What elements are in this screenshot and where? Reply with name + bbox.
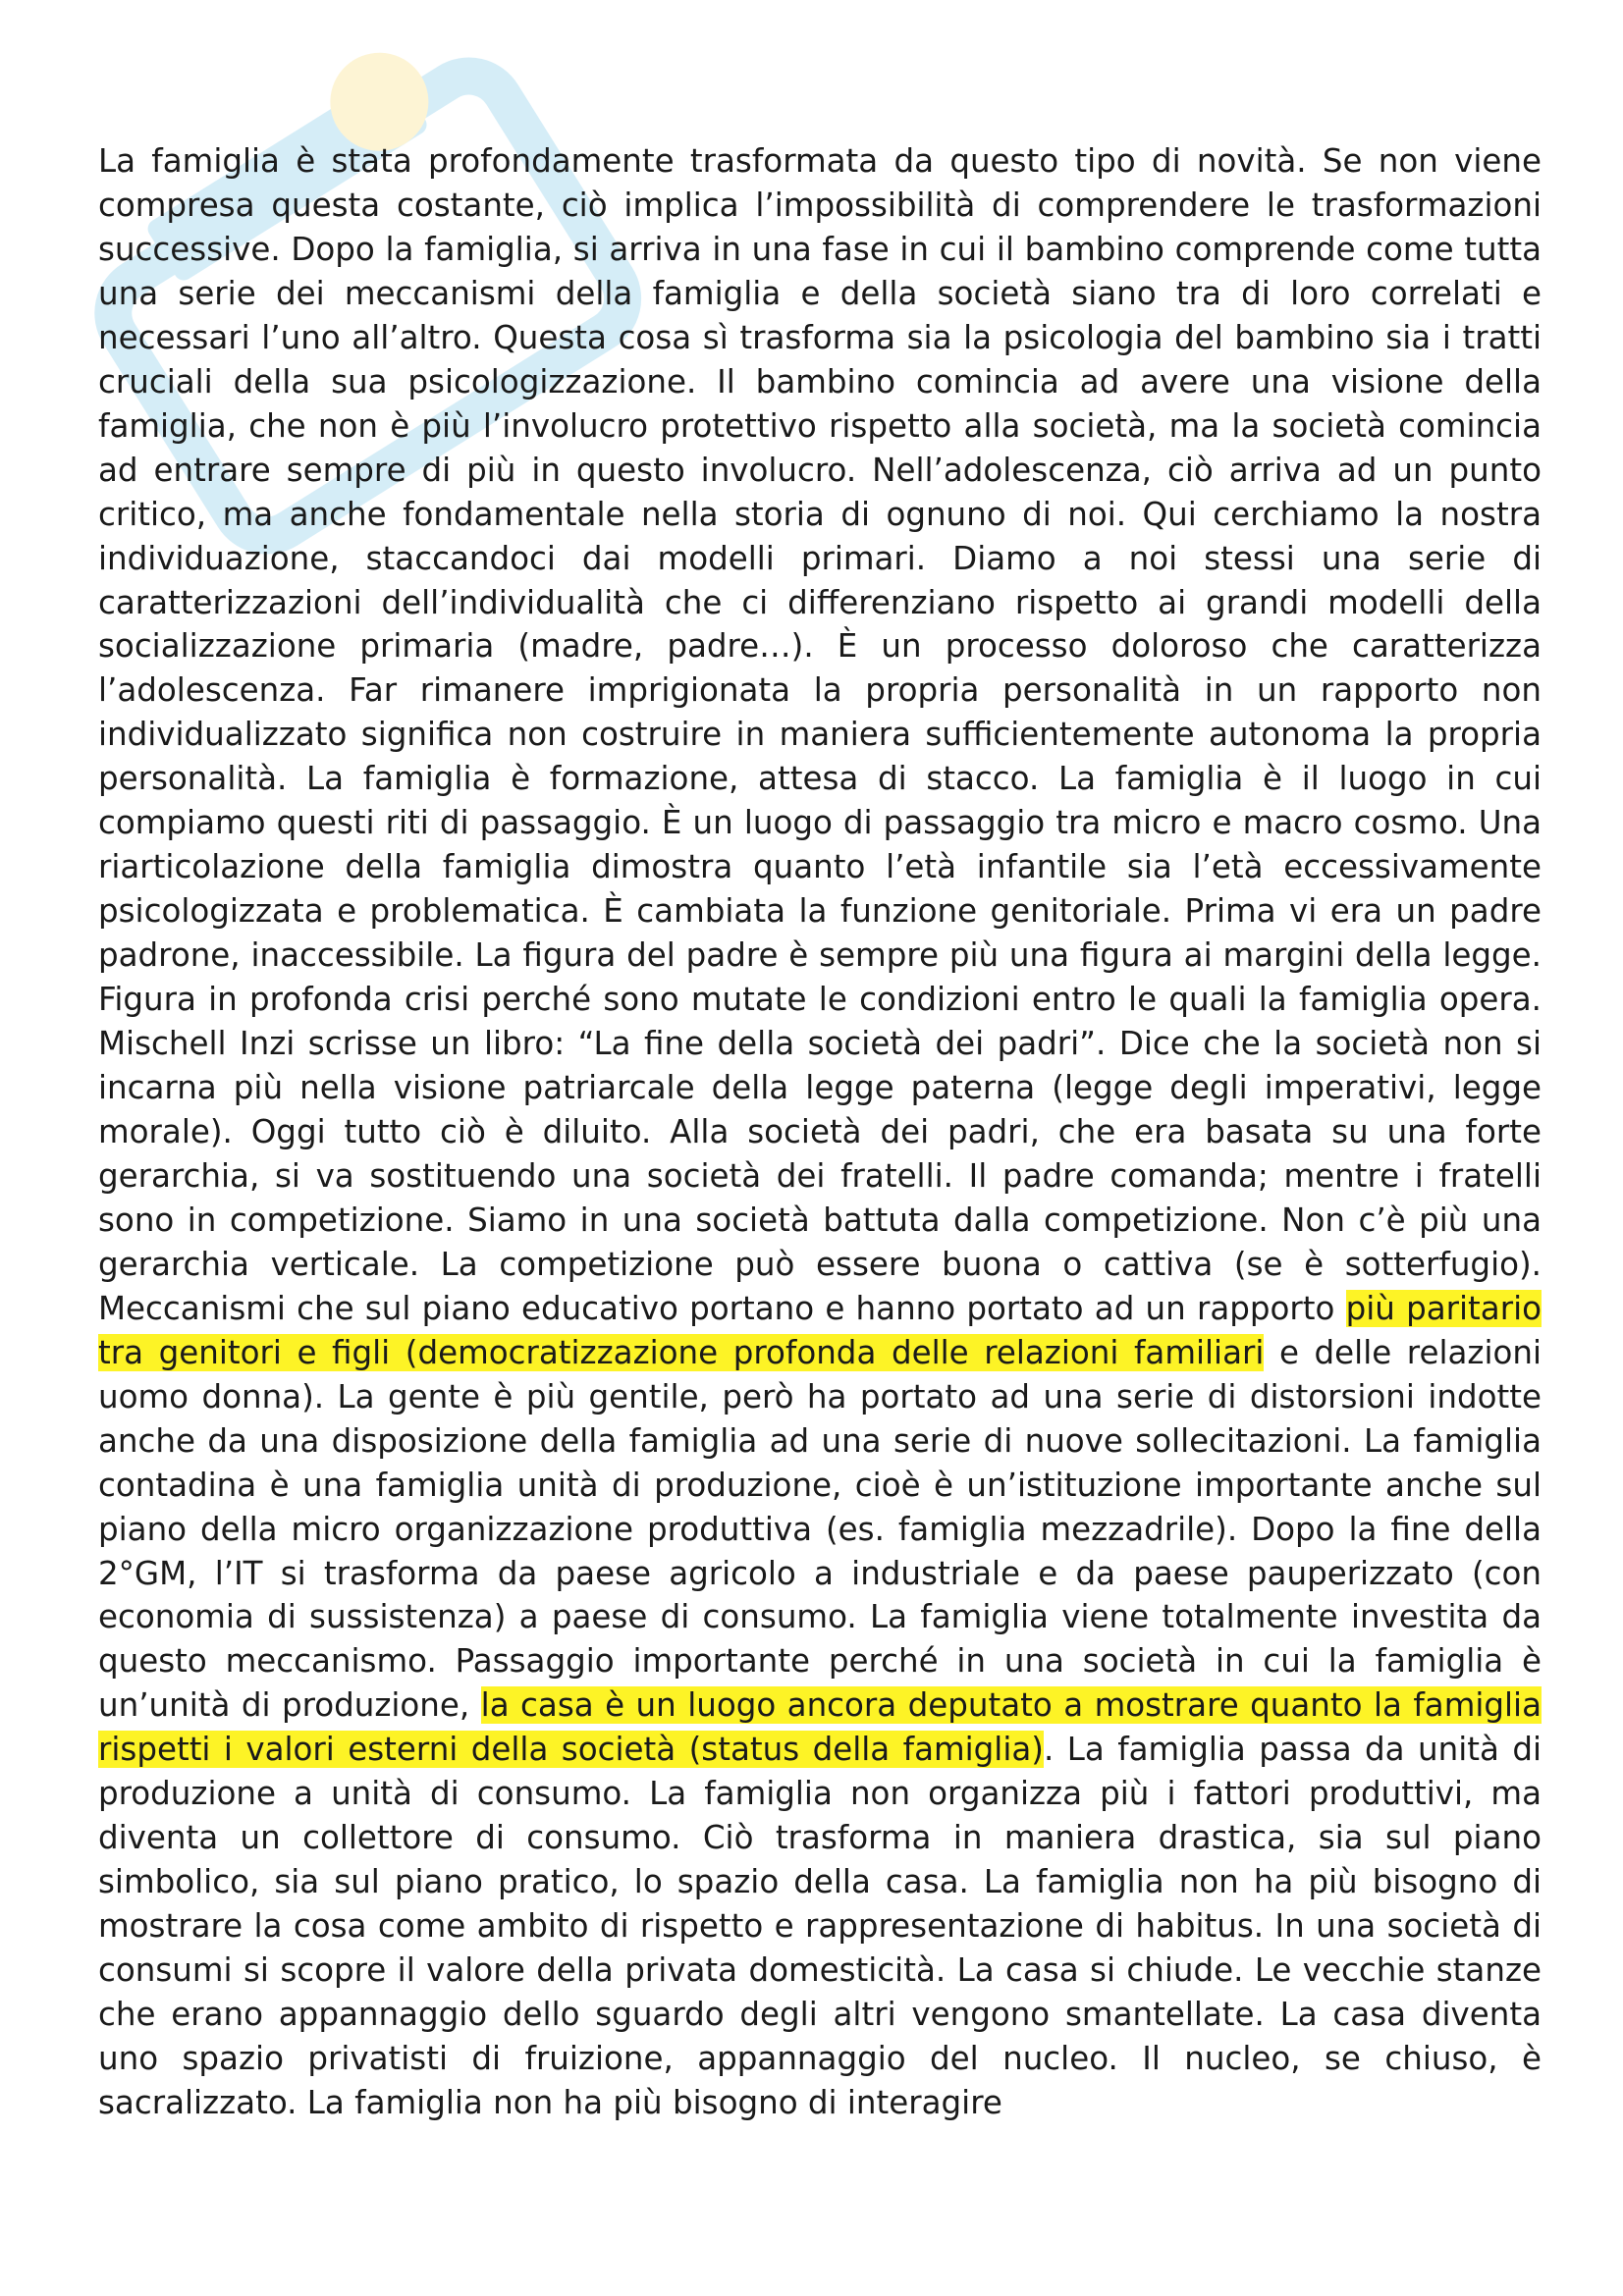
highlighted-text: più paritario tra genitori e figli (democratizzazione profonda delle relazioni familiari bbox=[98, 1289, 1542, 1371]
body-text bbox=[98, 139, 1542, 2125]
text-segment: e delle relazioni uomo donna). La gente è più gentile, però ha portato ad una serie di distorsioni indotte anche da una disposizione della famiglia ad una serie di nuove sollecitazioni. La famiglia contadina è una famiglia unità di produzione, cioè è un’istituzione importante anche sul piano della micro organizzazione produttiva (es. famiglia mezzadrile). Dopo la fine della 2°GM, l’IT si trasforma da paese agricolo a industriale e da paese pauperizzato (con economia di sussistenza) a paese di consumo. La famiglia viene totalmente investita da questo meccanismo. Passaggio importante perché in una società in cui la famiglia è un’unità di produzione, bbox=[98, 1333, 1542, 1725]
highlighted-text: la casa è un luogo ancora deputato a mostrare quanto la famiglia rispetti i valori esterni della società (status della famiglia) bbox=[98, 1686, 1542, 1769]
text-segment: . La famiglia passa da unità di produzione a unità di consumo. La famiglia non organizza più i fattori produttivi, ma diventa un collettore di consumo. Ciò trasforma in maniera drastica, sia sul piano simbolico, sia sul piano pratico, lo spazio della casa. La famiglia non ha più bisogno di mostrare la cosa come ambito di rispetto e rappresentazione di habitus. In una società di consumi si scopre il valore della privata domesticità. La casa si chiude. Le vecchie stanze che erano appannaggio dello sguardo degli altri vengono smantellate. La casa diventa uno spazio privatisti di fruizione, appannaggio del nucleo. Il nucleo, se chiuso, è sacralizzato. La famiglia non ha più bisogno di interagire bbox=[98, 1731, 1542, 2121]
text-segment: La famiglia è stata profondamente trasformata da questo tipo di novità. Se non viene compresa questa costante, ciò implica l’impossibilità di comprendere le trasformazioni successive. Dopo la famiglia, si arriva in una fase in cui il bambino comprende come tutta una serie dei meccanismi della famiglia e della società siano tra di loro correlati e necessari l’uno all’altro. Questa cosa sì trasforma sia la psicologia del bambino sia i tratti cruciali della sua psicologizzazione. Il bambino comincia ad avere una visione della famiglia, che non è più l’involucro protettivo rispetto alla società, ma la società comincia ad entrare sempre di più in questo involucro. Nell’adolescenza, ciò arriva ad un punto critico, ma anche fondamentale nella storia di ognuno di noi. Qui cerchiamo la nostra individuazione, staccandoci dai modelli primari. Diamo a noi stessi una serie di caratterizzazioni dell’individualità che ci differenziano rispetto ai grandi modelli della socializzazione primaria (madre, padre…). È un processo doloroso che caratterizza l’adolescenza. Far rimanere imprigionata la propria personalità in un rapporto non individualizzato significa non costruire in maniera sufficientemente autonoma la propria personalità. La famiglia è formazione, attesa di stacco. La famiglia è il luogo in cui compiamo questi riti di passaggio. È un luogo di passaggio tra micro e macro cosmo. Una riarticolazione della famiglia dimostra quanto l’età infantile sia l’età eccessivamente psicologizzata e problematica. È cambiata la funzione genitoriale. Prima vi era un padre padrone, inaccessibile. La figura del padre è sempre più una figura ai margini della legge. Figura in profonda crisi perché sono mutate le condizioni entro le quali la famiglia opera. Mischell Inzi scrisse un libro: “La fine della società dei padri”. Dice che la società non si incarna più nella visione patriarcale della legge paterna (legge degli imperativi, legge morale). Oggi tutto ciò è diluito. Alla società dei padri, che era basata su una forte gerarchia, si va sostituendo una società dei fratelli. Il padre comanda; mentre i fratelli sono in competizione. Siamo in una società battuta dalla competizione. Non c’è più una gerarchia verticale. La competizione può essere buona o cattiva (se è sotterfugio). Meccanismi che sul piano educativo portano e hanno portato ad un rapporto bbox=[98, 142, 1542, 1327]
